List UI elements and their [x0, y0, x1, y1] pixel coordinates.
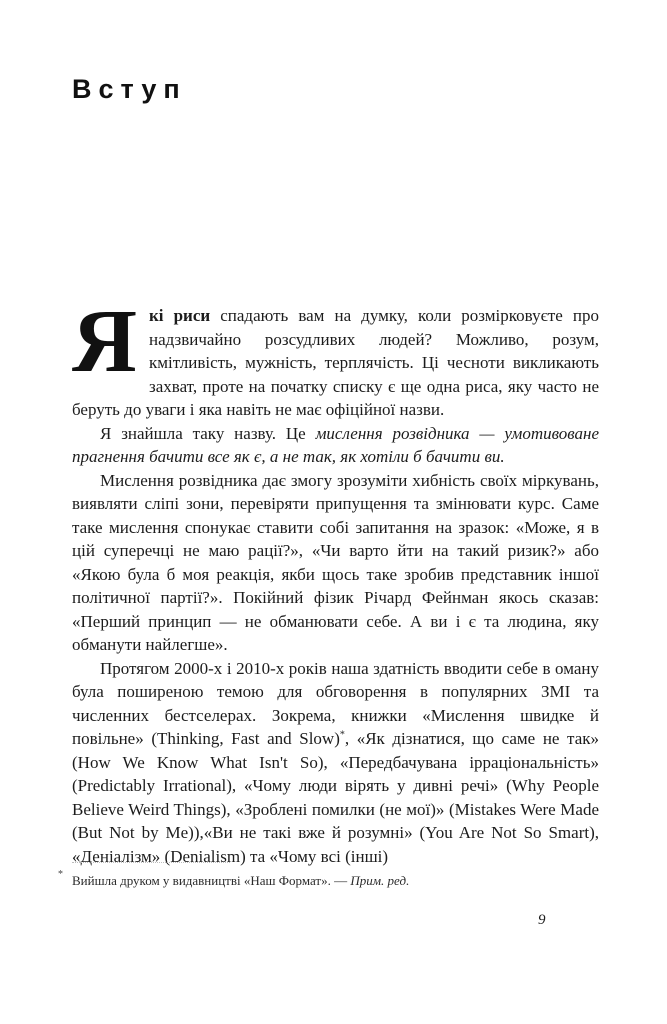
footnote-source: Прим. ред.: [350, 873, 410, 888]
paragraph-2: [72, 422, 599, 469]
paragraph-3: [72, 469, 599, 657]
paragraph-1: [72, 292, 600, 422]
paragraph-2-italic: мислення розвідника — умотивоване прагнення бачити все як є, а не так, як хотіли б бачити ви.: [72, 423, 599, 466]
footnote-divider: [72, 862, 230, 863]
paragraph-1-bold-lead: кі риси: [149, 306, 211, 325]
paragraph-4-text-1: Протягом 2000-х і 2010-х років наша здатність вводити себе в оману була поширеною темою для обговорення в популярних ЗМІ та численних бестселерах. Зокрема, книжки «Мислення швидке й повільне» (Thinking, Fast and Slow): [72, 658, 599, 748]
body-text-block: [72, 292, 600, 868]
footnote: [72, 872, 599, 889]
footnote-text: Вийшла друком у видавництві «Наш Формат». —: [72, 873, 351, 888]
page-number: 9: [538, 912, 546, 928]
paragraph-1-text: спадають вам на думку, коли розмірковуєте про надзвичайно розсудливих людей? Можливо, розум, кмітливість, мужність, терплячість. Ці чесноти викликають захват, проте на початку списку є ще одна риса, яку часто не беруть до уваги і яка навіть не має офіційної назви.: [72, 306, 600, 419]
footnote-marker-inline: *: [339, 729, 345, 741]
paragraph-2-lead: Я знайшла таку назву. Це: [100, 423, 316, 443]
paragraph-3-text: Мислення розвідника дає змогу зрозуміти хибність своїх міркувань, виявляти сліпі зони, перевіряти припущення та змінювати курс. Саме таке мислення спонукає ставити собі запитання на зразок: «Може, я в цій суперечці не маю рації?», «Чи варто йти на такий ризик?» або «Якою була б моя реакція, якби щось таке зробив представник іншої політичної партії?». Покійний фізик Річард Фейнман якось сказав: «Перший принцип — не обманювати себе. А ви і є та людина, яку обманути найлегше».: [72, 470, 599, 654]
dropcap-letter: Я: [72, 292, 137, 391]
chapter-title: Вступ: [72, 74, 187, 104]
paragraph-4-text-2: , «Як дізнатися, що саме не так» (How We Know What Isn't So), «Передбачувана ірраціональність» (Predictably Irrational), «Чому люди вірять у дивні речі» (Why People Believe Weird Things), «Зроблені помилки (не мої)» (Mistakes Were Made (But Not by Me)),«Ви не такі вже й розумні» (You Are Not So Smart), «Деніалізм» (Denialism) та «Чому всі (інші): [72, 729, 599, 866]
paragraph-4: [72, 657, 599, 869]
footnote-marker: *: [58, 869, 63, 880]
